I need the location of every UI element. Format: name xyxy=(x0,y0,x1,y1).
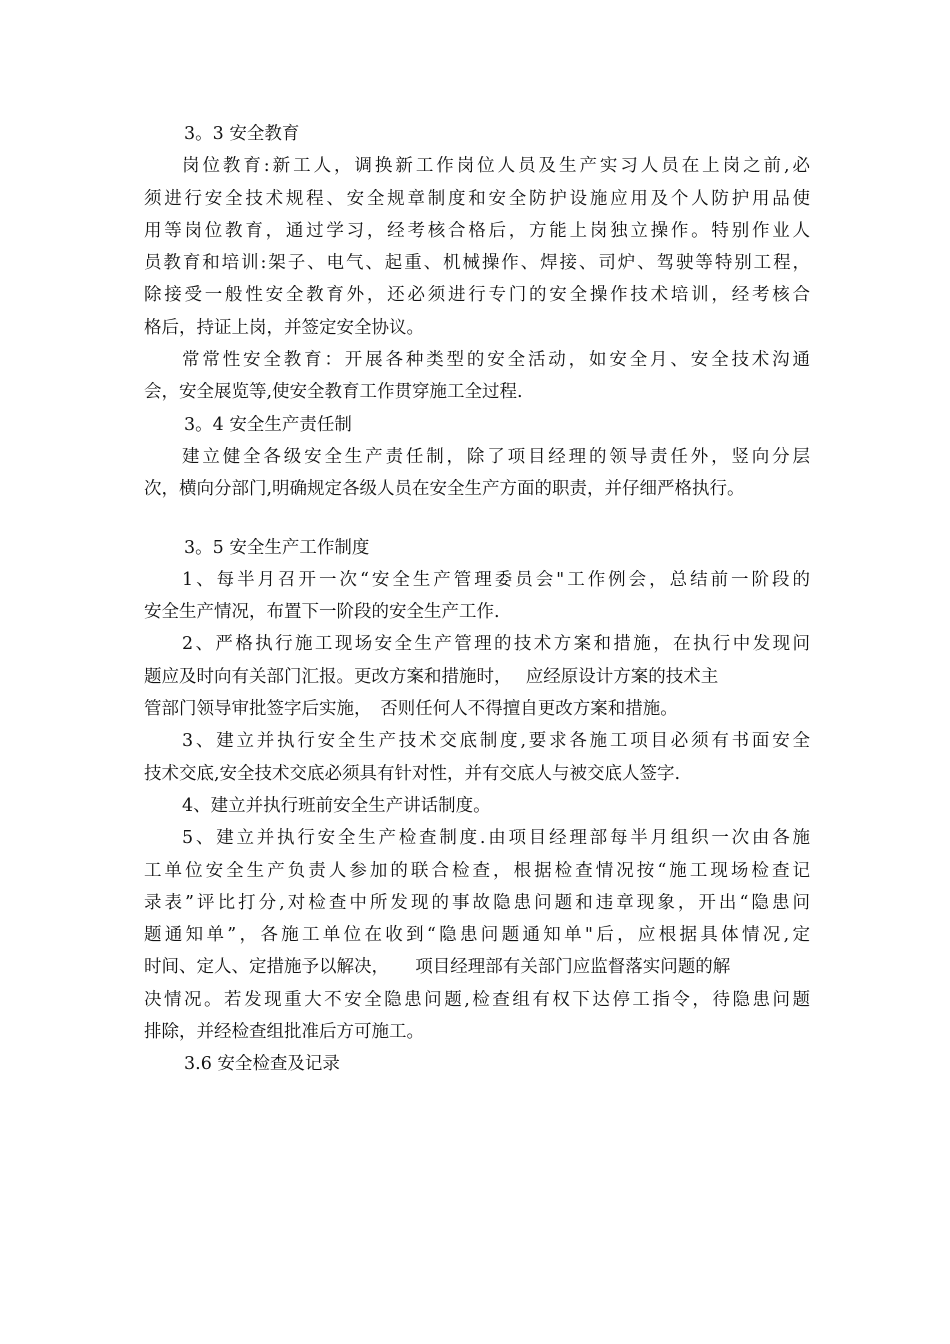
text-line: 技术交底,安全技术交底必须具有针对性，并有交底人与被交底人签字. xyxy=(144,763,681,784)
section-heading-3-3: 3。3 安全教育 xyxy=(184,124,300,144)
paragraph-responsibility xyxy=(144,441,810,506)
text-line: 2、严格执行施工现场安全生产管理的技术方案和措施，在执行中发现问 xyxy=(182,634,810,655)
text-line: 决情况。若发现重大不安全隐患问题,检查组有权下达停工指令，待隐患问题 xyxy=(144,989,810,1010)
text-line: 员教育和培训:架子、电气、起重、机械操作、焊接、司炉、驾驶等特别工程， xyxy=(144,253,810,274)
text-line: 时间、定人、定措施予以解决， 项目经理部有关部门应监督落实问题的解 xyxy=(144,957,731,978)
text-line: 4、建立并执行班前安全生产讲话制度。 xyxy=(182,795,491,816)
text-line: 排除，并经检查组批准后方可施工。 xyxy=(144,1022,424,1043)
text-line: 1、每半月召开一次“安全生产管理委员会"工作例会，总结前一阶段的 xyxy=(182,569,810,590)
text-line: 题通知单”，各施工单位在收到“隐患问题通知单"后，应根据具体情况,定 xyxy=(144,925,810,946)
list-item-3 xyxy=(144,725,810,790)
text-line: 建立健全各级安全生产责任制，除了项目经理的领导责任外，竖向分层 xyxy=(182,446,810,467)
text-line: 除接受一般性安全教育外，还必须进行专门的安全操作技术培训，经考核合 xyxy=(144,285,810,306)
list-item-5 xyxy=(144,822,810,1048)
blank-gap xyxy=(144,506,810,532)
paragraph-regular-education xyxy=(144,344,810,409)
text-line: 5、建立并执行安全生产检查制度.由项目经理部每半月组织一次由各施 xyxy=(182,828,810,849)
section-heading-3-5: 3。5 安全生产工作制度 xyxy=(184,537,370,558)
paragraph-job-education xyxy=(144,150,810,344)
section-heading-3-4: 3。4 安全生产责任制 xyxy=(184,414,352,435)
text-line: 格后，持证上岗，并签定安全协议。 xyxy=(144,317,424,338)
section-heading-3-6: 3.6 安全检查及记录 xyxy=(184,1054,340,1075)
list-item-4 xyxy=(144,790,810,822)
list-item-2 xyxy=(144,628,810,725)
text-line: 录表”评比打分,对检查中所发现的事故隐患问题和违章现象，开出“隐患问 xyxy=(144,892,810,913)
text-line: 须进行安全技术规程、安全规章制度和安全防护设施应用及个人防护用品使 xyxy=(144,188,810,209)
text-line: 安全生产情况，布置下一阶段的安全生产工作. xyxy=(144,602,500,623)
text-line: 管部门领导审批签字后实施， 否则任何人不得擅自更改方案和措施。 xyxy=(144,699,678,720)
document-page xyxy=(144,118,810,1081)
text-line: 次，横向分部门,明确规定各级人员在安全生产方面的职责，并仔细严格执行。 xyxy=(144,479,745,500)
text-line: 岗位教育:新工人，调换新工作岗位人员及生产实习人员在上岗之前,必 xyxy=(182,156,810,177)
text-line: 工单位安全生产负责人参加的联合检查，根据检查情况按“施工现场检查记 xyxy=(144,860,810,881)
text-line: 常常性安全教育：开展各种类型的安全活动，如安全月、安全技术沟通 xyxy=(182,350,810,371)
text-line: 用等岗位教育，通过学习，经考核合格后，方能上岗独立操作。特别作业人 xyxy=(144,220,810,241)
list-item-1 xyxy=(144,564,810,629)
text-line: 3、建立并执行安全生产技术交底制度,要求各施工项目必须有书面安全 xyxy=(182,731,810,752)
text-line: 题应及时向有关部门汇报。更改方案和措施时， 应经原设计方案的技术主 xyxy=(144,666,719,687)
text-line: 会，安全展览等,使安全教育工作贯穿施工全过程. xyxy=(144,382,523,403)
